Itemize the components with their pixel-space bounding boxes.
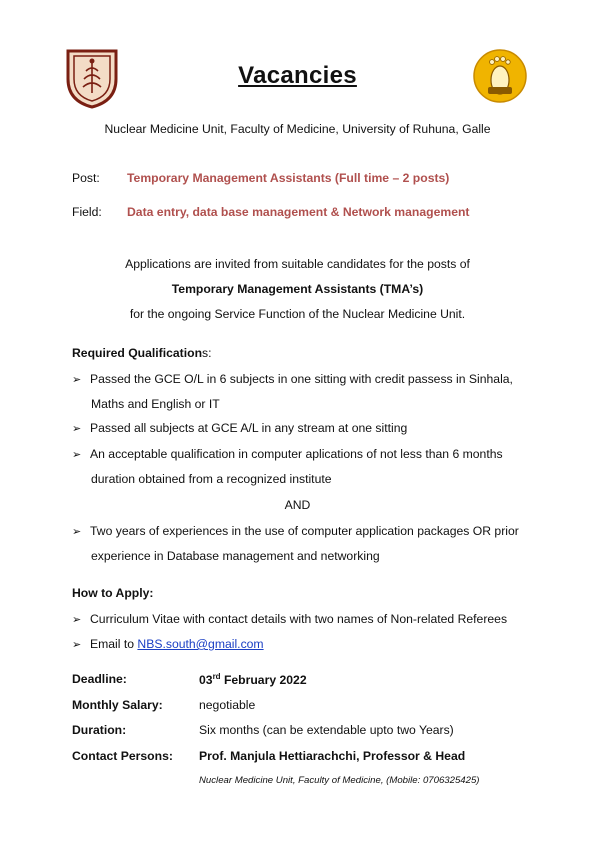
- arrow-bullet-icon: ➢: [72, 526, 82, 538]
- list-item: ➢ Two years of experiences in the use of computer application packages OR prior: [72, 524, 519, 538]
- contact-label: Contact Persons:: [72, 749, 173, 763]
- salary-label: Monthly Salary:: [72, 698, 163, 712]
- list-item: ➢ Curriculum Vitae with contact details with two names of Non-related Referees: [72, 612, 508, 626]
- intro-line-1: Applications are invited from suitable candidates for the posts of: [125, 257, 470, 271]
- arrow-bullet-icon: ➢: [72, 423, 82, 435]
- field-value: Data entry, data base management & Network management: [127, 205, 470, 219]
- and-separator: AND: [284, 498, 311, 512]
- contact-note: Nuclear Medicine Unit, Faculty of Medicine, (Mobile: 0706325425): [199, 775, 480, 786]
- arrow-bullet-icon: ➢: [72, 374, 82, 386]
- list-item-continuation: Maths and English or IT: [91, 397, 220, 411]
- duration-value: Six months (can be extendable upto two Years): [199, 723, 454, 737]
- list-item-continuation: experience in Database management and networking: [91, 549, 380, 563]
- arrow-bullet-icon: ➢: [72, 639, 82, 651]
- arrow-bullet-icon: ➢: [72, 449, 82, 461]
- list-item: ➢ Email to NBS.south@gmail.com: [72, 637, 264, 651]
- email-link[interactable]: NBS.south@gmail.com: [137, 637, 264, 651]
- duration-label: Duration:: [72, 723, 127, 737]
- deadline-value: 03rd February 2022: [199, 672, 307, 688]
- deadline-label: Deadline:: [72, 672, 127, 686]
- salary-value: negotiable: [199, 698, 256, 712]
- contact-value: Prof. Manjula Hettiarachchi, Professor & Head: [199, 749, 466, 763]
- apply-heading: How to Apply:: [72, 586, 154, 600]
- arrow-bullet-icon: ➢: [72, 614, 82, 626]
- list-item: ➢ Passed the GCE O/L in 6 subjects in one sitting with credit passess in Sinhala,: [72, 372, 513, 386]
- list-item: ➢ An acceptable qualification in computer aplications of not less than 6 months: [72, 447, 503, 461]
- qualifications-heading: Required Qualifications:: [72, 346, 212, 360]
- page-title: Vacancies: [238, 62, 357, 89]
- intro-line-3: for the ongoing Service Function of the Nuclear Medicine Unit.: [129, 307, 466, 321]
- post-label: Post:: [72, 171, 100, 185]
- institution-line: Nuclear Medicine Unit, Faculty of Medicine, University of Ruhuna, Galle: [104, 122, 491, 136]
- field-label: Field:: [72, 205, 102, 219]
- post-value: Temporary Management Assistants (Full time – 2 posts): [127, 171, 450, 185]
- list-item: ➢ Passed all subjects at GCE A/L in any stream at one sitting: [72, 421, 408, 435]
- intro-position-title: Temporary Management Assistants (TMA’s): [171, 282, 424, 296]
- list-item-continuation: duration obtained from a recognized institute: [91, 472, 332, 486]
